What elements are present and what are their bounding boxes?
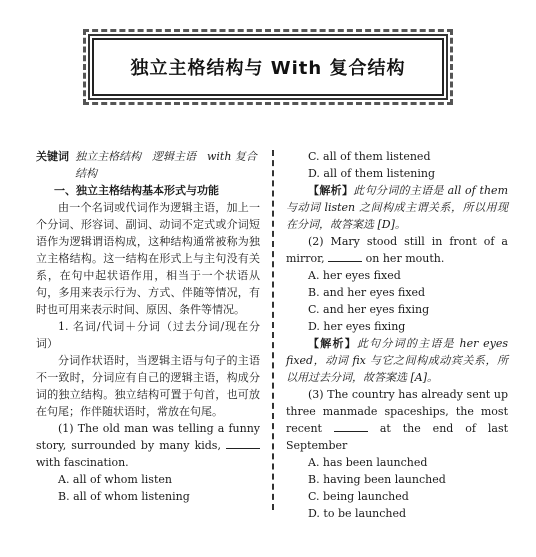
option: C. being launched bbox=[308, 490, 409, 503]
q3-stem-end: at the end of last September bbox=[286, 422, 509, 452]
answer-blank bbox=[226, 438, 260, 449]
option: D. her eyes fixing bbox=[308, 320, 406, 333]
option: A. her eyes fixed bbox=[308, 269, 401, 282]
intro-paragraph: 由一个名词或代词作为逻辑主语，加上一个分词、形容词、副词、动词不定式或介词短语作为逻辑谓语构成，这种结构通常被称为独立主格结构。这一结构在形式上与主句没有关系，在句中起状语作用，相当于一个状语从句，多用来表示行为、方式、伴随等情况，有时也可用来表示时间、原因、条件等情况。 bbox=[36, 201, 260, 316]
q1-stem: (1) The old man was telling a funny story, surrounded by many kids, bbox=[36, 422, 260, 452]
analysis-label: 【解析】 bbox=[308, 337, 357, 350]
option: B. all of whom listening bbox=[58, 490, 190, 503]
option: A. has been launched bbox=[308, 456, 428, 469]
option: A. all of whom listen bbox=[58, 473, 172, 486]
question-3 bbox=[286, 386, 508, 454]
answer-blank bbox=[328, 251, 362, 262]
analysis-text: 此句分词的主语是 her eyes fixed，动词 fix 与它之间构成动宾关系，所以用过去分词，故答案选 [A]。 bbox=[286, 337, 508, 384]
right-column bbox=[286, 148, 508, 522]
answer-blank bbox=[334, 421, 368, 432]
option: B. and her eyes fixed bbox=[308, 286, 426, 299]
title-box bbox=[92, 38, 444, 96]
question-2 bbox=[286, 233, 508, 267]
column-divider bbox=[272, 150, 274, 510]
left-column bbox=[36, 148, 260, 505]
option: B. having been launched bbox=[308, 473, 446, 486]
option: C. and her eyes fixing bbox=[308, 303, 430, 316]
analysis-text: 此句分词的主语是 all of them 与动词 listen 之间构成主谓关系，所以用现在分词，故答案选 [D]。 bbox=[286, 184, 508, 231]
keywords-label: 关键词 bbox=[36, 150, 69, 163]
sub-heading: 1. 名词/代词＋分词（过去分词/现在分词） bbox=[36, 320, 260, 350]
keywords-value: 独立主格结构 逻辑主语 with 复合结构 bbox=[75, 150, 257, 180]
page-title: 独立主格结构与 With 复合结构 bbox=[130, 58, 406, 79]
option: D. to be launched bbox=[308, 507, 407, 520]
analysis-label: 【解析】 bbox=[308, 184, 354, 197]
analysis-1 bbox=[286, 182, 508, 233]
q2-stem: (2) Mary stood still in front of a mirror, bbox=[286, 235, 508, 265]
option: D. all of them listening bbox=[308, 167, 435, 180]
q1-stem-end: with fascination. bbox=[36, 456, 129, 469]
analysis-2 bbox=[286, 335, 508, 386]
keywords bbox=[36, 148, 260, 182]
sub-paragraph: 分词作状语时，当逻辑主语与句子的主语不一致时，分词应有自己的逻辑主语，构成分词的独立结构。独立结构可置于句首，也可放在句尾；作伴随状语时，常放在句尾。 bbox=[36, 354, 260, 418]
q3-stem: (3) The country has already sent up three manmade spaceships, the most recent bbox=[286, 388, 508, 435]
option: C. all of them listened bbox=[308, 150, 431, 163]
question-1 bbox=[36, 420, 260, 471]
section-heading: 一、独立主格结构基本形式与功能 bbox=[54, 184, 219, 197]
q2-stem-end: on her mouth. bbox=[365, 252, 445, 265]
